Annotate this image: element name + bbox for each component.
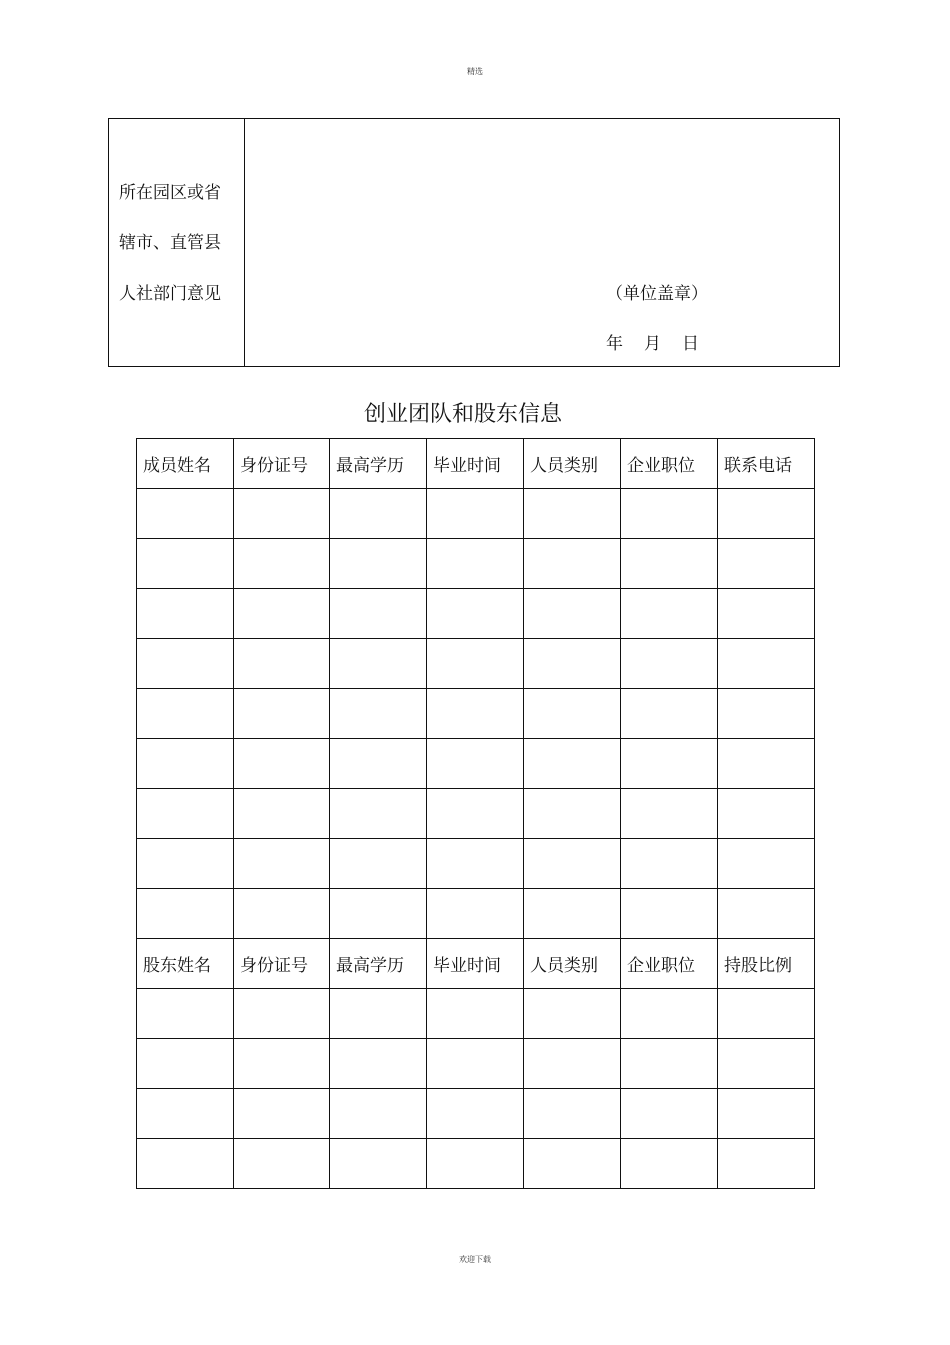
team-cell[interactable] <box>330 789 427 839</box>
shareholder-row <box>137 1089 815 1139</box>
team-cell[interactable] <box>330 739 427 789</box>
team-cell[interactable] <box>330 489 427 539</box>
shareholder-cell[interactable] <box>330 1139 427 1189</box>
opinion-label-cell <box>109 119 245 366</box>
team-cell[interactable] <box>524 789 621 839</box>
team-cell[interactable] <box>234 889 330 939</box>
team-cell[interactable] <box>524 689 621 739</box>
team-cell[interactable] <box>718 589 815 639</box>
shareholder-cell[interactable] <box>137 989 234 1039</box>
section-title: 创业团队和股东信息 <box>363 402 562 427</box>
page-footer-mark: 欢迎下载 <box>459 1255 491 1264</box>
team-cell[interactable] <box>524 589 621 639</box>
team-header-cell: 联系电话 <box>718 439 815 489</box>
team-cell[interactable] <box>330 689 427 739</box>
team-cell[interactable] <box>718 639 815 689</box>
shareholder-cell[interactable] <box>524 1089 621 1139</box>
team-cell[interactable] <box>137 689 234 739</box>
shareholder-cell[interactable] <box>524 989 621 1039</box>
shareholder-cell[interactable] <box>427 1139 524 1189</box>
team-cell[interactable] <box>137 889 234 939</box>
team-cell[interactable] <box>718 689 815 739</box>
opinion-label-line-1: 所在园区或省 <box>119 183 221 203</box>
team-cell[interactable] <box>234 839 330 889</box>
team-cell[interactable] <box>234 539 330 589</box>
shareholder-cell[interactable] <box>621 989 718 1039</box>
shareholder-cell[interactable] <box>718 989 815 1039</box>
shareholder-cell[interactable] <box>621 1039 718 1089</box>
team-cell[interactable] <box>524 639 621 689</box>
opinion-label-line-2: 辖市、直管县 <box>119 233 221 253</box>
shareholder-cell[interactable] <box>427 989 524 1039</box>
team-header-cell: 最高学历 <box>330 439 427 489</box>
team-header-cell: 企业职位 <box>621 439 718 489</box>
team-cell[interactable] <box>718 539 815 589</box>
team-row <box>137 489 815 539</box>
team-row <box>137 589 815 639</box>
team-cell[interactable] <box>621 689 718 739</box>
date-month: 月 <box>644 334 661 354</box>
team-cell[interactable] <box>330 889 427 939</box>
shareholder-header-cell: 股东姓名 <box>137 939 234 989</box>
signature-date <box>606 334 699 354</box>
shareholder-cell[interactable] <box>524 1139 621 1189</box>
team-cell[interactable] <box>718 739 815 789</box>
shareholder-cell[interactable] <box>718 1039 815 1089</box>
team-cell[interactable] <box>234 489 330 539</box>
team-cell[interactable] <box>718 839 815 889</box>
shareholder-cell[interactable] <box>330 1039 427 1089</box>
shareholder-cell[interactable] <box>137 1139 234 1189</box>
team-cell[interactable] <box>330 639 427 689</box>
date-year: 年 <box>606 334 623 354</box>
team-cell[interactable] <box>330 539 427 589</box>
team-cell[interactable] <box>524 739 621 789</box>
shareholder-cell[interactable] <box>137 1039 234 1089</box>
team-cell[interactable] <box>427 489 524 539</box>
team-cell[interactable] <box>330 589 427 639</box>
team-cell[interactable] <box>524 489 621 539</box>
team-cell[interactable] <box>718 789 815 839</box>
team-row <box>137 789 815 839</box>
team-cell[interactable] <box>621 889 718 939</box>
shareholder-cell[interactable] <box>234 1089 330 1139</box>
team-row <box>137 839 815 889</box>
shareholder-cell[interactable] <box>330 989 427 1039</box>
team-cell[interactable] <box>427 589 524 639</box>
team-row <box>137 739 815 789</box>
team-cell[interactable] <box>621 539 718 589</box>
date-day: 日 <box>682 334 699 354</box>
team-cell[interactable] <box>427 839 524 889</box>
shareholder-cell[interactable] <box>137 1089 234 1139</box>
team-cell[interactable] <box>621 789 718 839</box>
team-cell[interactable] <box>621 489 718 539</box>
team-cell[interactable] <box>524 839 621 889</box>
team-cell[interactable] <box>234 689 330 739</box>
team-cell[interactable] <box>718 889 815 939</box>
team-row <box>137 889 815 939</box>
opinion-section <box>108 118 840 367</box>
shareholder-cell[interactable] <box>718 1139 815 1189</box>
shareholder-cell[interactable] <box>427 1089 524 1139</box>
shareholder-cell[interactable] <box>234 1039 330 1089</box>
team-cell[interactable] <box>621 639 718 689</box>
team-header-cell: 人员类别 <box>524 439 621 489</box>
shareholder-cell[interactable] <box>427 1039 524 1089</box>
shareholder-cell[interactable] <box>718 1089 815 1139</box>
shareholder-header-cell: 企业职位 <box>621 939 718 989</box>
team-cell[interactable] <box>427 689 524 739</box>
team-cell[interactable] <box>427 889 524 939</box>
team-cell[interactable] <box>137 739 234 789</box>
team-cell[interactable] <box>621 589 718 639</box>
team-header-row <box>137 439 815 489</box>
team-cell[interactable] <box>234 739 330 789</box>
shareholder-cell[interactable] <box>330 1089 427 1139</box>
shareholder-cell[interactable] <box>234 989 330 1039</box>
team-cell[interactable] <box>234 589 330 639</box>
unit-stamp-label: （单位盖章） <box>606 284 708 304</box>
team-row <box>137 689 815 739</box>
team-cell[interactable] <box>137 489 234 539</box>
team-cell[interactable] <box>427 639 524 689</box>
team-cell[interactable] <box>524 889 621 939</box>
team-cell[interactable] <box>330 839 427 889</box>
team-cell[interactable] <box>427 539 524 589</box>
team-row <box>137 639 815 689</box>
team-header-cell: 毕业时间 <box>427 439 524 489</box>
team-cell[interactable] <box>427 789 524 839</box>
shareholder-cell[interactable] <box>621 1089 718 1139</box>
team-header-cell: 身份证号 <box>234 439 330 489</box>
team-cell[interactable] <box>234 789 330 839</box>
team-cell[interactable] <box>234 639 330 689</box>
shareholder-header-cell: 身份证号 <box>234 939 330 989</box>
page-header-mark: 精选 <box>467 67 483 76</box>
team-cell[interactable] <box>621 839 718 889</box>
shareholder-header-row <box>137 939 815 989</box>
team-cell[interactable] <box>621 739 718 789</box>
team-cell[interactable] <box>137 639 234 689</box>
team-row <box>137 539 815 589</box>
shareholder-header-cell: 人员类别 <box>524 939 621 989</box>
shareholder-row <box>137 1139 815 1189</box>
team-shareholder-table <box>136 438 815 1189</box>
team-cell[interactable] <box>427 739 524 789</box>
team-cell[interactable] <box>137 539 234 589</box>
team-cell[interactable] <box>718 489 815 539</box>
team-cell[interactable] <box>137 589 234 639</box>
shareholder-header-cell: 持股比例 <box>718 939 815 989</box>
shareholder-cell[interactable] <box>621 1139 718 1189</box>
opinion-label-line-3: 人社部门意见 <box>119 284 221 304</box>
shareholder-row <box>137 989 815 1039</box>
shareholder-cell[interactable] <box>524 1039 621 1089</box>
team-cell[interactable] <box>137 839 234 889</box>
shareholder-header-cell: 毕业时间 <box>427 939 524 989</box>
team-cell[interactable] <box>524 539 621 589</box>
shareholder-header-cell: 最高学历 <box>330 939 427 989</box>
shareholder-row <box>137 1039 815 1089</box>
team-cell[interactable] <box>137 789 234 839</box>
team-header-cell: 成员姓名 <box>137 439 234 489</box>
shareholder-cell[interactable] <box>234 1139 330 1189</box>
